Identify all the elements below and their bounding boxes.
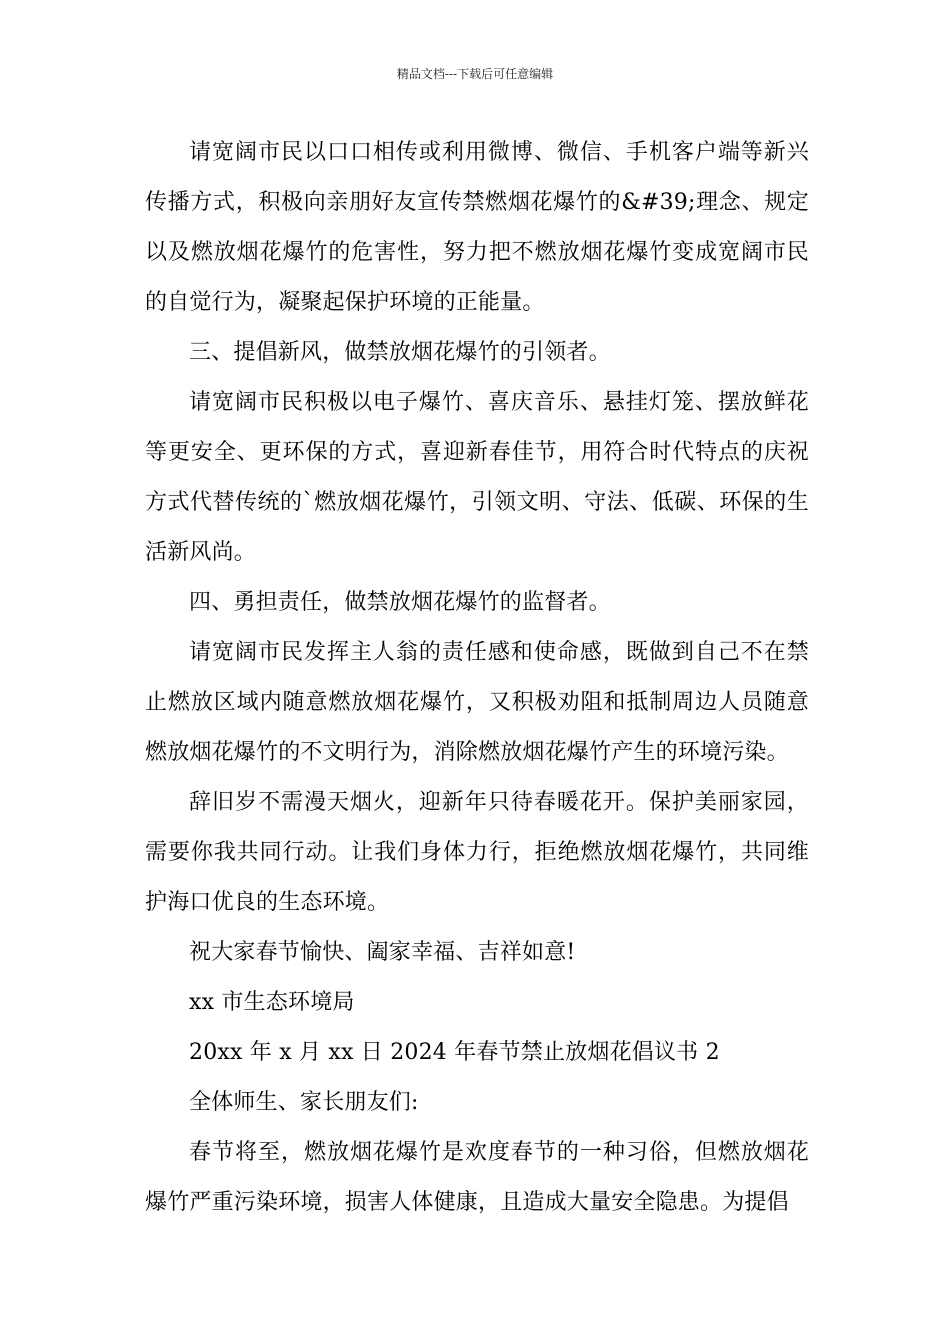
paragraph-new-customs: 请宽阔市民积极以电子爆竹、喜庆音乐、悬挂灯笼、摆放鲜花等更安全、更环保的方式，喜迎新春佳节，用符合时代特点的庆祝方式代替传统的`燃放烟花爆竹，引领文明、守法、低碳、环保的生活新风尚。 bbox=[145, 390, 809, 565]
greeting-line: 祝大家春节愉快、阖家幸福、吉祥如意! bbox=[189, 940, 576, 965]
section-heading-three: 三、提倡新风，做禁放烟花爆竹的引领者。 bbox=[189, 340, 611, 365]
section-heading-four: 四、勇担责任，做禁放烟花爆竹的监督者。 bbox=[189, 590, 611, 615]
document-body bbox=[145, 128, 809, 1228]
paragraph-responsibility: 请宽阔市民发挥主人翁的责任感和使命感，既做到自己不在禁止燃放区域内随意燃放烟花爆竹，又积极劝阻和抵制周边人员随意燃放烟花爆竹的不文明行为，消除燃放烟花爆竹产生的环境污染。 bbox=[145, 640, 809, 765]
page-header: 精品文档---下载后可任意编辑 bbox=[396, 67, 554, 81]
signature-org: xx 市生态环境局 bbox=[189, 990, 355, 1015]
date-and-next-title: 20xx 年 x 月 xx 日 2024 年春节禁止放烟花倡议书 2 bbox=[189, 1040, 720, 1065]
salutation: 全体师生、家长朋友们: bbox=[189, 1090, 419, 1115]
paragraph-publicity: 请宽阔市民以口口相传或利用微博、微信、手机客户端等新兴传播方式，积极向亲朋好友宣传禁燃烟花爆竹的&#39;理念、规定以及燃放烟花爆竹的危害性，努力把不燃放烟花爆竹变成宽阔市民的自觉行为，凝聚起保护环境的正能量。 bbox=[145, 140, 809, 315]
paragraph-closing: 辞旧岁不需漫天烟火，迎新年只待春暖花开。保护美丽家园，需要你我共同行动。让我们身体力行，拒绝燃放烟花爆竹，共同维护海口优良的生态环境。 bbox=[145, 790, 809, 915]
paragraph-spring-festival: 春节将至，燃放烟花爆竹是欢度春节的一种习俗，但燃放烟花爆竹严重污染环境，损害人体健康，且造成大量安全隐患。为提倡 bbox=[145, 1140, 809, 1215]
